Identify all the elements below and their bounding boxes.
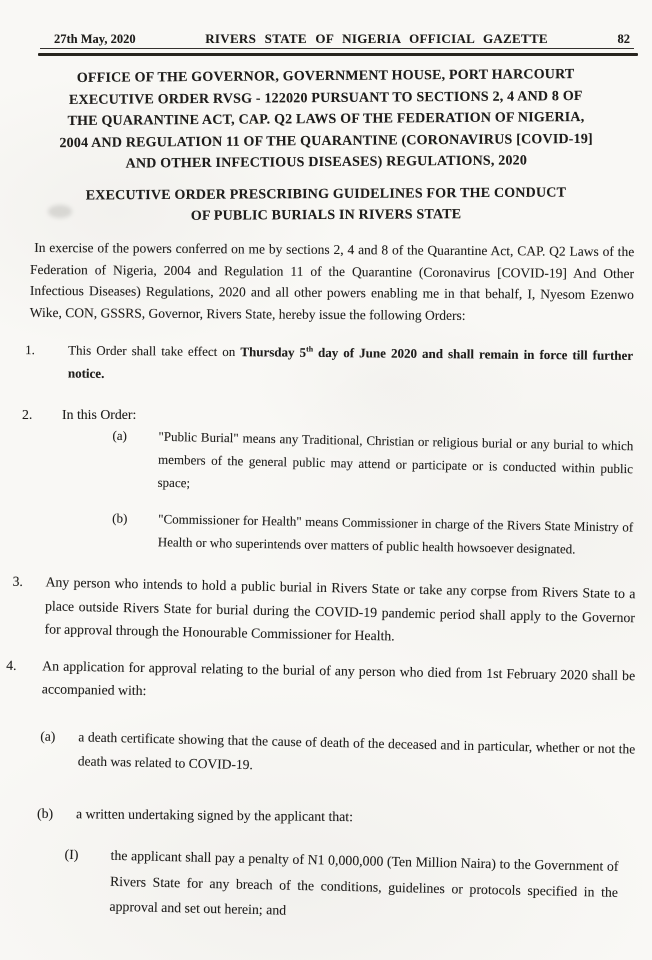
title-block [36, 64, 617, 176]
sub-item-text: a written undertaking signed by the applicant that: [75, 806, 354, 825]
title-line: 2004 AND REGULATION 11 OF THE QUARANTINE (CORONAVIRUS [COVID-19] [59, 131, 593, 151]
sub-item-text: "Public Burial" means any Traditional, Christian or religious burial or any burial to which members of the general public may attend or participate or is conducted within public space; [157, 428, 634, 491]
order-4-text: An application for approval relating to the burial of any person who died from 1st February 2020 shall be accompanied with: [41, 658, 636, 699]
order-4-sub-item-b-roman-i [63, 842, 636, 931]
title-line: EXECUTIVE ORDER RVSG - 122020 PURSUANT TO SECTIONS 2, 4 AND 8 OF [68, 88, 583, 108]
order-item-2 [22, 404, 632, 426]
header-rule-thin [40, 48, 634, 49]
sub-item-label: (I) [64, 846, 79, 863]
sub-item-text: "Commissioner for Health" means Commissioner in charge of the Rivers State Ministry of Health or who superintends over matters of public health howsoever designated. [157, 511, 634, 557]
order-2-sub-item-a [111, 424, 633, 503]
order-1-text [68, 338, 633, 389]
header-date: 27th May, 2020 [54, 32, 136, 46]
gazette-header [40, 31, 632, 47]
order-4-number: 4. [6, 657, 17, 673]
title-line: THE QUARANTINE ACT, CAP. Q2 LAWS OF THE FEDERATION OF NIGERIA, [67, 109, 585, 130]
order-1-text-bold-cont: day of June 2020 and shall remain in force till further notice. [67, 344, 634, 381]
title-line: AND OTHER INFECTIOUS DISEASES) REGULATIONS, 2020 [125, 153, 528, 172]
header-title: RIVERS STATE OF NIGERIA OFFICIAL GAZETTE [205, 31, 548, 46]
order-4-sub-item-a [40, 725, 636, 786]
subtitle-line: OF PUBLIC BURIALS IN RIVERS STATE [190, 207, 462, 224]
sub-item-label: (b) [112, 510, 128, 526]
order-2-number: 2. [22, 407, 33, 422]
sub-item-label: (a) [40, 728, 56, 744]
order-1-text-regular: This Order shall take effect on [68, 342, 241, 360]
order-4-sub-item-b [37, 802, 635, 831]
preamble-paragraph: In exercise of the powers conferred on me by sections 2, 4 and 8 of the Quarantine Act, CAP. Q2 Laws of the Federation of Nigeria, 2004 and Regulation 11 of the Quarantine (Coronavirus [COVID-19] And Other Infectious Diseases) Regulations, 2020 and all other powers enabling me in that behalf, I, Nyesom Ezenwo Wike, CON, GSSRS, Governor, Rivers State, hereby issue the following Orders: [29, 239, 635, 323]
sub-item-label: (a) [112, 427, 128, 444]
title-line: OFFICE OF THE GOVERNOR, GOVERNMENT HOUSE, PORT HARCOURT [76, 67, 575, 86]
order-2-sub-item-b [112, 506, 634, 561]
sub-item-label: (b) [36, 805, 54, 822]
order-3-number: 3. [12, 573, 24, 589]
order-1-number: 1. [25, 342, 35, 358]
order-2-text: In this Order: [62, 407, 137, 422]
order-1-text-bold: Thursday 5 [240, 344, 307, 360]
sub-item-text: the applicant shall pay a penalty of N1 0,000,000 (Ten Million Naira) to the Government of Rivers State for any breach of the conditions, guidelines or protocols specified in the approval and set out herein; and [109, 847, 619, 918]
header-page-number: 82 [617, 32, 630, 46]
order-item-1 [25, 338, 633, 390]
order-3-text: Any person who intends to hold a public burial in Rivers State or take any corpse from Rivers State to a place outside Rivers State for burial during the COVID-19 pandemic period shall apply to the Governor for approval through the Honourable Commissioner for Health. [44, 574, 636, 644]
ordinal-superscript: th [306, 344, 314, 354]
subtitle-block [36, 182, 616, 228]
order-item-3 [11, 570, 635, 653]
header-rule-thick [38, 53, 638, 56]
order-item-4 [6, 654, 636, 710]
subtitle-line: EXECUTIVE ORDER PRESCRIBING GUIDELINES FOR THE CONDUCT [85, 185, 567, 204]
sub-item-text: a death certificate showing that the cause of death of the deceased and in particular, whether or not the death was related to COVID-19. [77, 729, 636, 773]
